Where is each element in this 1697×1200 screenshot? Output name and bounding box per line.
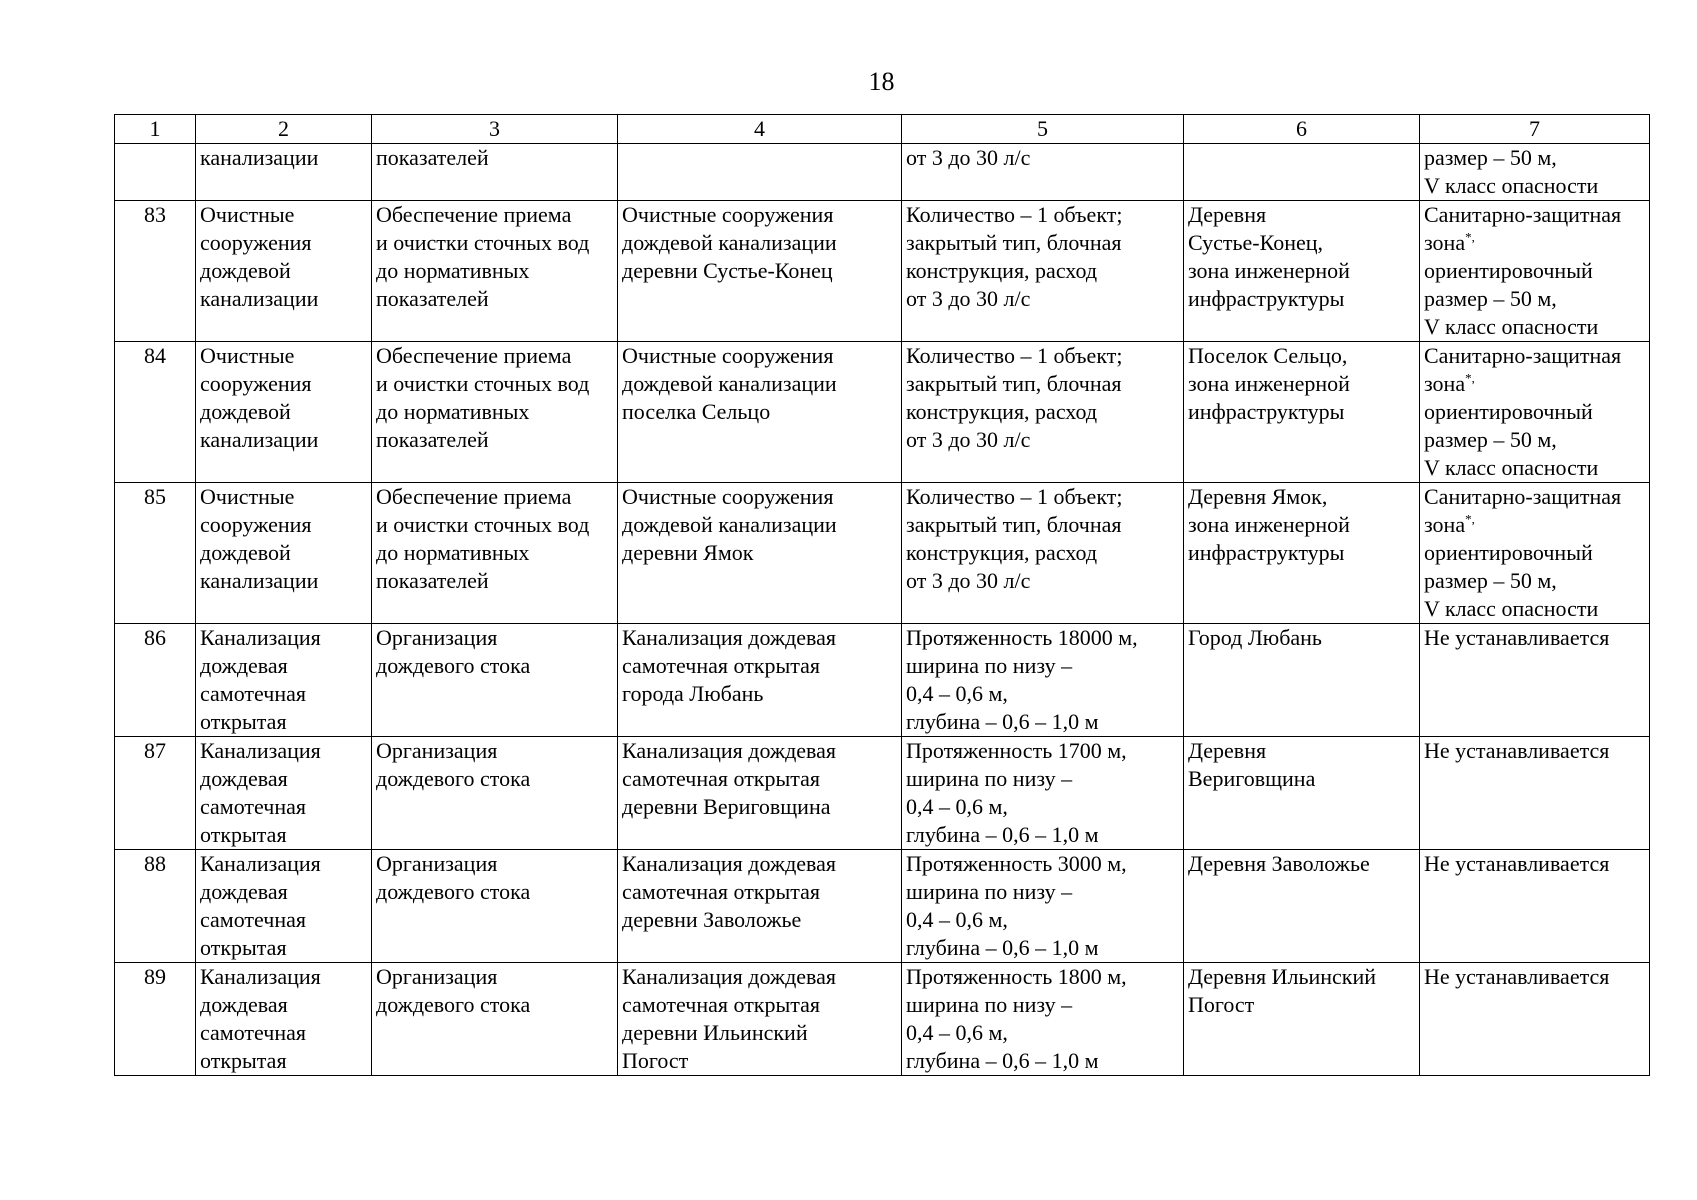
- table-row: [115, 201, 1650, 342]
- location-cell: Деревня Вериговщина: [1184, 737, 1420, 850]
- description-cell: Очистные сооружения дождевой канализации поселка Сельцо: [618, 342, 902, 483]
- characteristics-cell: Количество – 1 объект; закрытый тип, блочная конструкция, расход от 3 до 30 л/с: [902, 342, 1184, 483]
- table-row: [115, 483, 1650, 624]
- description-cell: Канализация дождевая самотечная открытая города Любань: [618, 624, 902, 737]
- zone-text: Санитарно-защитная зона: [1424, 484, 1622, 537]
- table-row: [115, 963, 1650, 1076]
- zone-text-continued: ориентировочный размер – 50 м, V класс опасности: [1424, 399, 1599, 480]
- page-number: 18: [868, 67, 895, 96]
- characteristics-cell: Протяженность 18000 м, ширина по низу – 0,4 – 0,6 м, глубина – 0,6 – 1,0 м: [902, 624, 1184, 737]
- zone-cell: [1420, 342, 1650, 483]
- description-cell: Канализация дождевая самотечная открытая деревни Заволожье: [618, 850, 902, 963]
- zone-text: Санитарно-защитная зона: [1424, 343, 1622, 396]
- zone-text: Санитарно-защитная зона: [1424, 202, 1622, 255]
- zone-cell: [1420, 201, 1650, 342]
- infrastructure-table: [114, 114, 1650, 1076]
- characteristics-cell: Протяженность 1700 м, ширина по низу – 0,4 – 0,6 м, глубина – 0,6 – 1,0 м: [902, 737, 1184, 850]
- object-name-cell: Канализация дождевая самотечная открытая: [196, 963, 372, 1076]
- characteristics-cell: Протяженность 3000 м, ширина по низу – 0,4 – 0,6 м, глубина – 0,6 – 1,0 м: [902, 850, 1184, 963]
- purpose-cell: показателей: [372, 144, 618, 201]
- object-name-cell: Канализация дождевая самотечная открытая: [196, 850, 372, 963]
- row-number-cell: 89: [115, 963, 196, 1076]
- table-row: [115, 850, 1650, 963]
- column-number-cell: 5: [902, 115, 1184, 144]
- location-cell: Деревня Заволожье: [1184, 850, 1420, 963]
- footnote-mark: *,: [1465, 370, 1475, 386]
- description-cell: Канализация дождевая самотечная открытая деревни Вериговщина: [618, 737, 902, 850]
- description-cell: [618, 144, 902, 201]
- object-name-cell: канализации: [196, 144, 372, 201]
- row-number-cell: 85: [115, 483, 196, 624]
- column-number-cell: 1: [115, 115, 196, 144]
- zone-cell: [1420, 963, 1650, 1076]
- row-number-cell: 84: [115, 342, 196, 483]
- location-cell: Деревня Сустье-Конец, зона инженерной инфраструктуры: [1184, 201, 1420, 342]
- footnote-mark: *,: [1465, 511, 1475, 527]
- zone-cell: [1420, 624, 1650, 737]
- description-cell: Очистные сооружения дождевой канализации деревни Ямок: [618, 483, 902, 624]
- object-name-cell: Очистные сооружения дождевой канализации: [196, 483, 372, 624]
- purpose-cell: Обеспечение приема и очистки сточных вод до нормативных показателей: [372, 483, 618, 624]
- column-number-cell: 3: [372, 115, 618, 144]
- zone-cell: [1420, 737, 1650, 850]
- characteristics-cell: Количество – 1 объект; закрытый тип, блочная конструкция, расход от 3 до 30 л/с: [902, 483, 1184, 624]
- object-name-cell: Очистные сооружения дождевой канализации: [196, 342, 372, 483]
- table-row: [115, 342, 1650, 483]
- purpose-cell: Организация дождевого стока: [372, 737, 618, 850]
- location-cell: [1184, 144, 1420, 201]
- column-number-cell: 7: [1420, 115, 1650, 144]
- row-number-cell: 83: [115, 201, 196, 342]
- row-number-cell: 87: [115, 737, 196, 850]
- purpose-cell: Организация дождевого стока: [372, 850, 618, 963]
- zone-cell: размер – 50 м, V класс опасности: [1420, 144, 1650, 201]
- zone-text: Не устанавливается: [1424, 625, 1610, 650]
- row-number-cell: [115, 144, 196, 201]
- table-row: [115, 737, 1650, 850]
- description-cell: Очистные сооружения дождевой канализации деревни Сустье-Конец: [618, 201, 902, 342]
- table-rows: [115, 201, 1650, 1076]
- column-number-cell: 4: [618, 115, 902, 144]
- zone-text: Не устанавливается: [1424, 851, 1610, 876]
- footnote-mark: *,: [1465, 229, 1475, 245]
- characteristics-cell: Протяженность 1800 м, ширина по низу – 0,4 – 0,6 м, глубина – 0,6 – 1,0 м: [902, 963, 1184, 1076]
- row-number-cell: 88: [115, 850, 196, 963]
- continuation-row: [115, 144, 1650, 201]
- object-name-cell: Канализация дождевая самотечная открытая: [196, 624, 372, 737]
- purpose-cell: Обеспечение приема и очистки сточных вод до нормативных показателей: [372, 342, 618, 483]
- location-cell: Город Любань: [1184, 624, 1420, 737]
- zone-text-continued: ориентировочный размер – 50 м, V класс опасности: [1424, 258, 1599, 339]
- purpose-cell: Обеспечение приема и очистки сточных вод до нормативных показателей: [372, 201, 618, 342]
- zone-cell: [1420, 483, 1650, 624]
- location-cell: Деревня Ильинский Погост: [1184, 963, 1420, 1076]
- characteristics-cell: от 3 до 30 л/с: [902, 144, 1184, 201]
- location-cell: Поселок Сельцо, зона инженерной инфраструктуры: [1184, 342, 1420, 483]
- zone-cell: [1420, 850, 1650, 963]
- object-name-cell: Очистные сооружения дождевой канализации: [196, 201, 372, 342]
- description-cell: Канализация дождевая самотечная открытая деревни Ильинский Погост: [618, 963, 902, 1076]
- purpose-cell: Организация дождевого стока: [372, 963, 618, 1076]
- column-number-row: [115, 115, 1650, 144]
- column-number-cell: 6: [1184, 115, 1420, 144]
- location-cell: Деревня Ямок, зона инженерной инфраструктуры: [1184, 483, 1420, 624]
- zone-text-continued: ориентировочный размер – 50 м, V класс опасности: [1424, 540, 1599, 621]
- purpose-cell: Организация дождевого стока: [372, 624, 618, 737]
- zone-text: Не устанавливается: [1424, 738, 1610, 763]
- row-number-cell: 86: [115, 624, 196, 737]
- object-name-cell: Канализация дождевая самотечная открытая: [196, 737, 372, 850]
- zone-text: Не устанавливается: [1424, 964, 1610, 989]
- column-number-cell: 2: [196, 115, 372, 144]
- characteristics-cell: Количество – 1 объект; закрытый тип, блочная конструкция, расход от 3 до 30 л/с: [902, 201, 1184, 342]
- table-row: [115, 624, 1650, 737]
